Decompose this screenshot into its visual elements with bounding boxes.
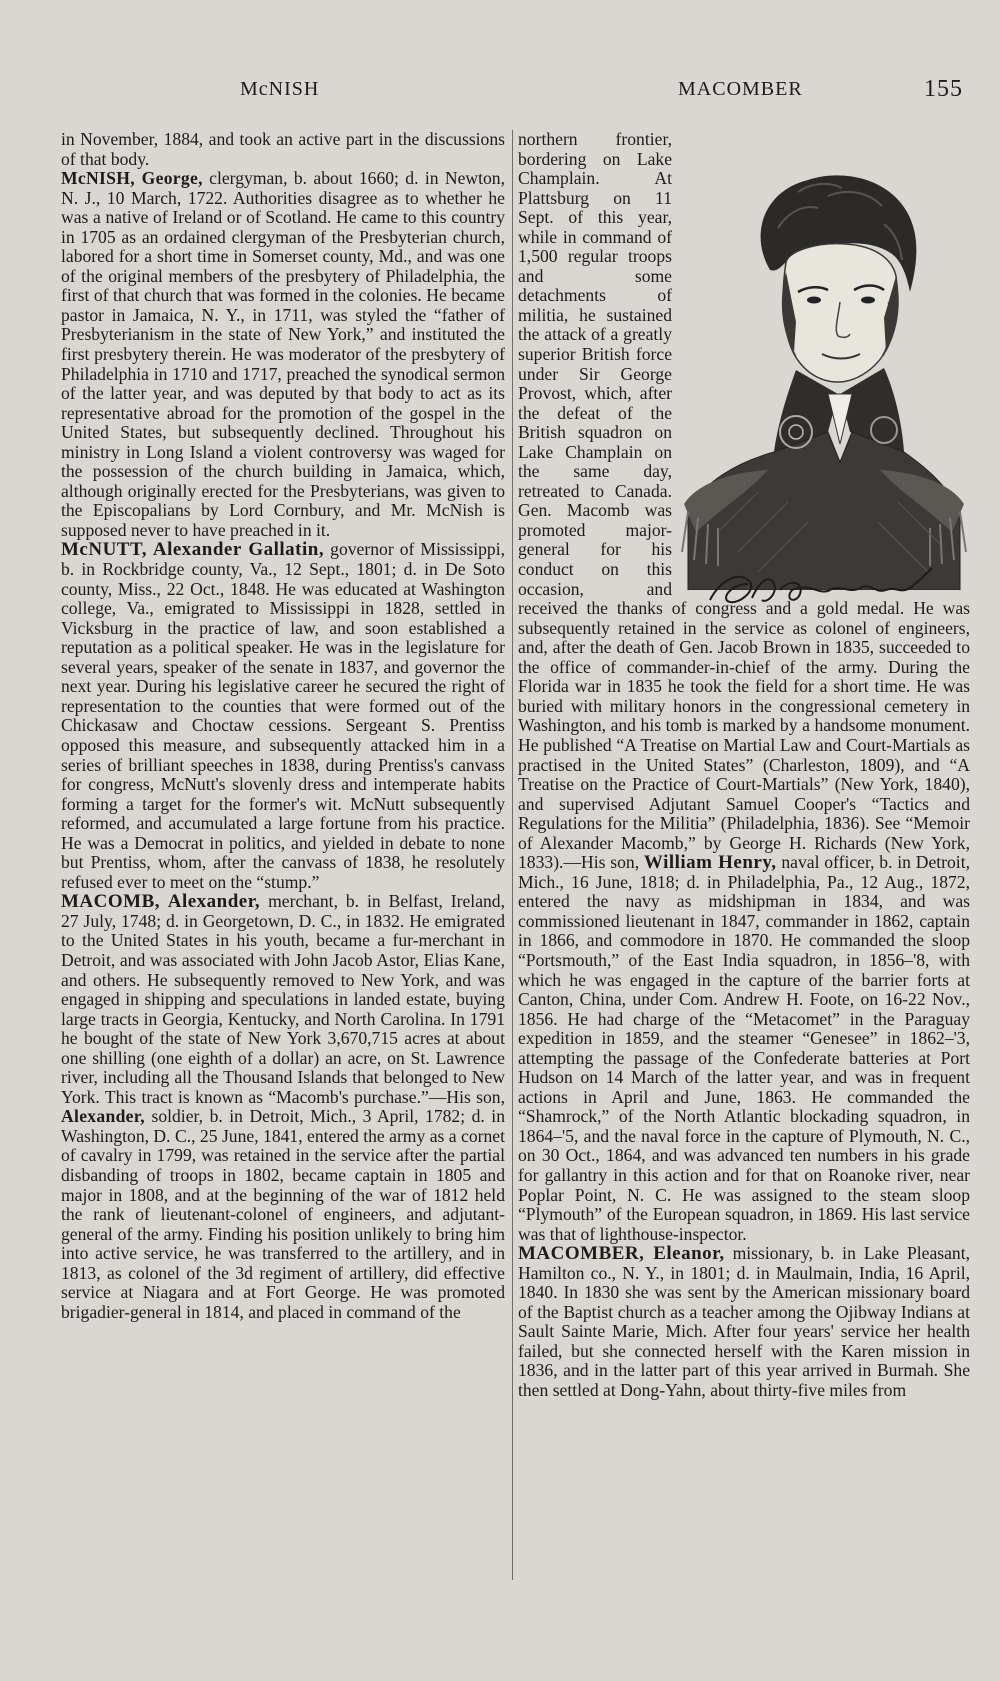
column-divider [512, 130, 513, 1580]
entry-text-william: naval officer, b. in Detroit, Mich., 16 June, 1818; d. in Philadelphia, Pa., 12 Aug., 1872, entered the navy as midshipman in 1834, and was commissioned lieutenant in 1847, commander in 1862, captain in 1866, and commodore in 1870. He commanded the sloop “Portsmouth,” of the East India squadron, in 1856–'8, with which he was engaged in the capture of the barrier forts at Canton, China, under Com. Andrew H. Foote, on 16-22 Nov., 1856. He had charge of the “Metacomet” in the Paraguay expedition in 1859, and the steamer “Genesee” in 1862–'3, attempting the passage of the Confederate batteries at Port Hudson on 14 March of the latter year, and was in frequent actions in April and June, 1863. He commanded the “Shamrock,” of the North Atlantic blockading squadron, in 1864–'5, and the naval force in the capture of Plymouth, N. C., on 30 Oct., 1864, and was advanced ten numbers in his grade for gallantry in this action and for that on Roanoke river, near Poplar Point, N. C. He was assigned to the steam sloop “Plymouth” of the European squadron, in 1869. His last service was that of lighthouse-inspector. [518, 852, 970, 1244]
entry-mcnutt [61, 540, 505, 892]
entry-macomb [61, 892, 505, 1322]
entry-name-mcnutt: McNUTT, Alexander Gallatin, [61, 539, 325, 561]
entry-name-macomber: MACOMBER, Eleanor, [518, 1243, 725, 1265]
right-column [518, 130, 970, 1401]
signature-image [700, 560, 950, 620]
entry-name-macomb: MACOMB, Alexander, [61, 891, 261, 913]
portrait-image [678, 132, 970, 590]
header-right-word: MACOMBER [678, 78, 803, 100]
entry-text-macomber: missionary, b. in Lake Pleasant, Hamilton co., N. Y., in 1801; d. in Maulmain, India, 16 April, 1840. In 1830 she was sent by the American missionary board of the Baptist church as a teacher among the Ojibway Indians at Sault Sainte Marie, Mich. After four years' service her health failed, but she connected herself with the Karen mission in 1836, and in the latter part of this year arrived in Burmah. She then settled at Dong-Yahn, about thirty-five miles from [518, 1243, 970, 1400]
entry-text-macomb-1: merchant, b. in Belfast, Ireland, 27 July, 1748; d. in Georgetown, D. C., in 1832. He emigrated to the United States in his youth, became a fur-merchant in Detroit, and was associated with John Jacob Astor, Elias Kane, and others. He subsequently removed to New York, and was engaged in shipping and speculations in landed estate, buying large tracts in Georgia, Kentucky, and North Carolina. In 1791 he bought of the state of New York 3,670,715 acres at about one shilling (one eighth of a dollar) an acre, on St. Lawrence river, including all the Thousand Islands that belonged to New York. This tract is known as “Macomb's purchase.”—His son, [61, 891, 505, 1107]
entry-mcnish [61, 169, 505, 540]
entry-name-william: William Henry, [643, 852, 777, 874]
continued-paragraph: in November, 1884, and took an active part in the discussions of that body. [61, 129, 505, 169]
entry-name-macomb-son: Alexander, [61, 1106, 145, 1127]
entry-text-mcnutt: governor of Mississippi, b. in Rockbridge county, Va., 12 Sept., 1801; d. in De Soto county, Miss., 22 Oct., 1848. He was educated at Washington college, Va., emigrated to Mississippi in 1828, settled in Vicksburg in the practice of law, and soon established a reputation as a political speaker. He was in the legislature for several years, speaker of the senate in 1837, and governor the next year. During his legislative career he secured the right of representation to the counties that were formed out of the Chickasaw and Choctaw cessions. Sergeant S. Prentiss opposed this measure, and subsequently attacked him in a series of brilliant speeches in 1838, during Prentiss's canvass for congress, McNutt's slovenly dress and intemperate habits forming a target for the former's wit. McNutt subsequently reformed, and accumulated a large fortune from his practice. He was a Democrat in politics, and yielded in debate to none but Prentiss, whom, after the canvass of 1838, he resolutely refused ever to meet on the “stump.” [61, 539, 506, 892]
portrait-engraving [678, 132, 970, 590]
entry-text-mcnish: clergyman, b. about 1660; d. in Newton, N. J., 10 March, 1722. Authorities disagree as to whether he was a native of Ireland or of Scotland. He came to this country in 1705 as an ordained clergyman of the Presbyterian church, labored for a short time in Somerset county, Md., and was one of the original members of the presbytery of Philadelphia, the first of that church that was formed in the colonies. He became pastor in Jamaica, N. Y., in 1711, was styled the “father of Presbyterianism in the state of New York,” and instituted the first presbytery therein. He was moderator of the presbytery of Philadelphia in 1710 and 1717, preached the synodical sermon of the latter year, and was deputed by that body to act as its representative abroad for the promotion of the gospel in the United States, but subsequently declined. Throughout his ministry in Long Island a violent controversy was waged for the possession of the church building in Jamaica, which, although originally erected for the Presbyterians, was given to the Episcopalians by Lord Cornbury, and Mr. McNish is supposed never to have preached in it. [61, 168, 505, 540]
entry-text-macomb-3: northern frontier, bordering on Lake Champlain. At Plattsburg on 11 Sept. of this year, while in command of 1,500 regular troops and some detachments of militia, he sustained the attack of a greatly superior British force under Sir George Provost, which, after the defeat of the British squadron on Lake Champlain on the same day, retreated to Canada. Gen. Macomb was promoted major-general for his conduct on this occasion, and received the thanks of congress and a gold medal. He was subsequently retained in the service as colonel of engineers, and, after the death of Gen. Jacob Brown in 1835, succeeded to the office of commander-in-chief of the army. During the Florida war in 1835 he took the field for a short time. He was buried with military honors in the congressional cemetery in Washington, and his tomb is marked by a handsome monument. He published “A Treatise on Martial Law and Court-Martials as practised in the United States” (Charleston, 1809), and “A Treatise on the Practice of Court-Martials” (New York, 1840), and supervised Adjutant Samuel Cooper's “Tactics and Regulations for the Militia” (Philadelphia, 1836). See “Memoir of Alexander Macomb,” by George H. Richards (New York, 1833).—His son, [518, 129, 970, 873]
running-header [0, 78, 1000, 108]
header-left-word: McNISH [240, 78, 320, 100]
page-number: 155 [924, 76, 963, 102]
entry-text-macomb-2: soldier, b. in Detroit, Mich., 3 April, 1782; d. in Washington, D. C., 25 June, 1841, entered the army as a cornet of cavalry in 1799, was retained in the service after the partial disbanding of troops in 1802, became captain in 1805 and major in 1808, and at the beginning of the war of 1812 held the rank of lieutenant-colonel of engineers, and adjutant-general of the army. Finding his position unlikely to bring him into active service, he was transferred to the artillery, and in 1813, as colonel of the 3d regiment of artillery, did effective service at Niagara and at Fort George. He was promoted brigadier-general in 1814, and placed in command of the [61, 1106, 505, 1322]
entry-name-mcnish: McNISH, George, [61, 168, 203, 189]
left-column [61, 130, 505, 1322]
entry-macomber [518, 1244, 970, 1400]
